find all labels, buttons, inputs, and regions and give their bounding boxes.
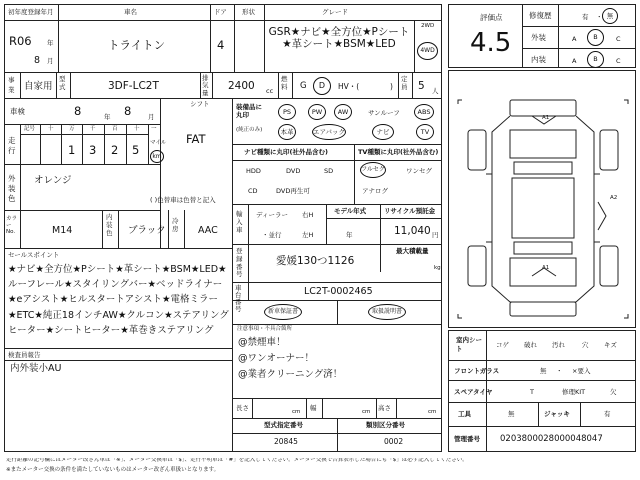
import-parallel: ・並行 — [262, 231, 282, 239]
mileage-digit: 5 — [132, 143, 140, 157]
mileage-digit: 3 — [89, 143, 97, 157]
import-left: 左H — [302, 231, 314, 239]
mileage-digit-label-3: 千 — [90, 126, 96, 132]
mileage-label: 走行 — [8, 136, 16, 155]
fuel-close: ) — [390, 82, 393, 91]
seat-item-burn: コゲ — [496, 341, 509, 349]
tv-fullseg: フルセグ — [360, 162, 386, 178]
type-cert-value: 20845 — [274, 437, 298, 446]
color-code-label: カラーNo. — [6, 216, 18, 236]
tools-value: 無 — [508, 410, 515, 418]
fuel-hv: HV・( — [338, 82, 360, 91]
equipment-label: 装備品に丸印 — [236, 103, 262, 119]
inspector-label: 検査員報告 — [8, 351, 41, 359]
displacement-label: 排気量 — [202, 74, 209, 97]
model-year-label: モデル年式 — [334, 207, 367, 215]
caution-line-1: @禁煙車！ — [238, 337, 286, 348]
score-label: 評価点 — [480, 13, 503, 22]
diagram-a1-top: A1 — [542, 115, 550, 121]
nav-cd: CD — [248, 187, 258, 195]
repair-label: 修復歴 — [529, 11, 552, 20]
ac-label: 冷房 — [172, 217, 179, 233]
color-label: 外装色 — [8, 174, 16, 203]
dim-length-unit: cm — [292, 409, 301, 415]
sales-point-text: ★ナビ★全方位★Pシート★革シート★BSM★LED★ルーフレール★スタイリングバー★ベッドライナー★eアシスト★ヒルスタートアシスト★電格ミラー★ETC★純正18インチAW★クルコン★ステアリングヒーター★シートヒーター★革巻きステアリング — [8, 264, 229, 336]
inspector-text: 内外装小AU — [10, 363, 62, 374]
cc-unit: cc — [266, 87, 274, 95]
new-car-guarantee: 新車保証書 — [264, 304, 302, 320]
grade-label: グレード — [322, 8, 348, 16]
reg-year-unit: 年 — [47, 39, 54, 47]
max-load-label: 最大積載量 — [396, 247, 429, 255]
int-grade-a: A — [572, 57, 577, 65]
inspection-month-unit: 月 — [148, 113, 155, 121]
equip-navi: ナビ — [372, 124, 394, 140]
ext-grade-a: A — [572, 35, 577, 43]
mileage-digit-label-0: 記号 — [24, 126, 36, 132]
diagram-a1-bottom: A1 — [542, 265, 550, 271]
ext-grade-c: C — [616, 35, 621, 43]
damage-marks — [452, 96, 634, 322]
tools-label: 工具 — [458, 410, 471, 418]
color-note: ( )色替車は色替と記入 — [150, 196, 216, 204]
interior-color: ブラック — [128, 225, 166, 236]
row2-mark-1: 事 — [8, 76, 15, 84]
spare-t: T — [530, 388, 534, 396]
equip-airbag: エアバック — [312, 124, 346, 140]
mileage-digit: 1 — [68, 143, 76, 157]
private-use: 自家用 — [24, 81, 53, 92]
recycle-yen: 円 — [432, 231, 439, 239]
chassis-label: 車台番号 — [235, 284, 242, 314]
dim-width-label: 幅 — [310, 404, 317, 412]
import-label: 輸入車 — [236, 210, 243, 235]
spare-label: スペアタイヤ — [454, 388, 493, 396]
equip-abs: ABS — [414, 104, 434, 120]
caution-line-3: @業者クリーニング済！ — [238, 369, 343, 380]
registration-value: 愛媛130つ1126 — [276, 255, 355, 267]
equip-ps: PS — [278, 104, 296, 120]
repair-yes: 有 — [582, 13, 589, 21]
fuel-label: 燃料 — [281, 75, 288, 91]
drive-4wd: 4WD — [417, 42, 438, 60]
max-load-unit: kg — [434, 265, 441, 271]
spare-repair-kit: 修理KIT — [562, 388, 586, 396]
class-label: 類別区分番号 — [366, 421, 405, 429]
tv-oneseg: ワンセグ — [406, 167, 432, 175]
dim-height-unit: cm — [428, 409, 437, 415]
doors-label: ドア — [214, 8, 227, 16]
model-year-unit: 年 — [346, 231, 353, 239]
seat-label: 室内シート — [456, 336, 482, 354]
mileage-digit-label-6: 一 — [151, 126, 157, 132]
nav-dvd-play: DVD再生可 — [276, 187, 310, 195]
nav-type-title: ナビ種類に丸印(社外品含む) — [244, 148, 328, 156]
int-label: 内装 — [531, 55, 546, 64]
dim-length-label: 長さ — [236, 404, 249, 412]
tv-type-title: TV種類に丸印(社外品含む) — [358, 148, 439, 156]
windshield-label: フロントガラス — [454, 367, 500, 375]
caution-line-2: @ワンオーナー！ — [238, 353, 315, 364]
seat-item-scratch: キズ — [604, 341, 617, 349]
type-label: 型式 — [59, 75, 66, 91]
capacity-label: 定員 — [401, 75, 408, 91]
import-right: 右H — [302, 211, 314, 219]
jack-label: ジャッキ — [544, 410, 570, 418]
diagram-a2: A2 — [610, 195, 618, 201]
caution-label: 注意事項・不具合箇所 — [237, 326, 293, 332]
type-cert-label: 型式指定番号 — [264, 421, 303, 429]
displacement: 2400 — [228, 80, 255, 92]
mileage-digit-label-5: 十 — [134, 126, 140, 132]
windshield-sep: ・ — [556, 367, 563, 375]
capacity-unit: 人 — [432, 87, 439, 95]
tv-analog: アナログ — [362, 187, 388, 195]
int-grade-b-selected: B — [587, 51, 604, 68]
recycle-label: リサイクル預託金 — [384, 207, 436, 215]
mileage-digit: 2 — [111, 143, 119, 157]
inspection-label: 車検 — [10, 107, 25, 116]
nav-sd: SD — [324, 167, 334, 175]
seat-item-stain: 汚れ — [552, 341, 565, 349]
mileage-unit-km: km — [150, 150, 164, 163]
seat-item-tear: 破れ — [524, 341, 537, 349]
interior-color-label: 内装色 — [106, 213, 113, 237]
mileage-digit-label-4: 百 — [112, 126, 118, 132]
equip-pw: PW — [308, 104, 326, 120]
equip-leather: 本革 — [278, 124, 296, 140]
import-dealer: ディーラー — [256, 211, 288, 219]
shape-label: 形状 — [242, 8, 255, 16]
owners-manual: 取扱説明書 — [368, 304, 406, 320]
repair-no-selected: 無 — [602, 8, 618, 24]
footer-line-2: ※またメーター交換の条件を満たしていないものはメーター改ざん車扱いとなります。 — [6, 467, 220, 473]
mileage-digit-label-1: 十 — [48, 126, 54, 132]
reg-year: R06 — [9, 34, 32, 48]
exterior-color: オレンジ — [34, 175, 72, 186]
equip-sunroof: サンルーフ — [368, 109, 400, 117]
inspection-month: 8 — [124, 104, 132, 118]
windshield-replace: ×要入 — [572, 367, 591, 375]
repair-sep: ・ — [596, 13, 603, 21]
inspection-year: 8 — [74, 104, 82, 118]
shift-label: シフト — [190, 100, 210, 108]
int-grade-c: C — [616, 57, 621, 65]
ac-value: AAC — [198, 225, 218, 236]
nav-dvd: DVD — [286, 167, 301, 175]
score-value: 4.5 — [470, 28, 512, 58]
nav-hdd: HDD — [246, 167, 261, 175]
mgmt-label: 管理番号 — [454, 435, 480, 443]
car-name: トライトン — [108, 38, 166, 52]
jack-value: 有 — [604, 410, 611, 418]
doors: 4 — [217, 38, 225, 52]
ext-label: 外装 — [531, 33, 546, 42]
recycle-value: 11,040 — [394, 225, 431, 237]
equip-aw: AW — [334, 104, 352, 120]
sales-point-label: セールスポイント — [8, 251, 60, 259]
grade: GSR★ナビ★全方位★Pシート★革シート★BSM★LED — [268, 26, 410, 51]
drive-2wd: 2WD — [421, 23, 435, 29]
class-value: 0002 — [384, 437, 404, 446]
model-code: 3DF-LC2T — [108, 80, 159, 92]
chassis-value: LC2T-0002465 — [304, 286, 373, 297]
registration-label: 登録番号 — [236, 247, 243, 279]
windshield-none: 無 — [540, 367, 547, 375]
row2-mark-2: 業 — [8, 86, 15, 94]
color-code: M14 — [52, 225, 73, 236]
dim-width-unit: cm — [362, 409, 371, 415]
shift-value: FAT — [186, 132, 206, 146]
footer-line-1: 走行距離の記号欄にはメーター改ざん車は「※」、メーター交換車は「$」、走行不明車は「#」を記入してください。メーター交換で合算表示した場合にも「$」は必ず記入してください。 — [6, 458, 468, 463]
ext-grade-b-selected: B — [587, 29, 604, 46]
equip-tv: TV — [416, 124, 434, 140]
inspection-year-unit: 年 — [104, 113, 111, 121]
car-name-label: 車名 — [124, 8, 137, 16]
mileage-unit-mile: マイル — [150, 140, 167, 146]
mileage-digit-label-2: 万 — [69, 126, 75, 132]
spare-missing: 欠 — [610, 388, 617, 396]
fuel-d-selected: D — [313, 77, 331, 95]
equipment-sub: (純正のみ) — [236, 127, 263, 133]
reg-date-label: 初年度登録年月 — [8, 8, 54, 16]
dim-height-label: 高さ — [378, 404, 391, 412]
fuel-g: G — [300, 81, 307, 91]
mgmt-value: 0203800028000048047 — [500, 434, 603, 444]
reg-month-unit: 月 — [47, 57, 54, 65]
seat-item-hole: 穴 — [582, 341, 589, 349]
capacity: 5 — [418, 80, 425, 92]
reg-month: 8 — [34, 55, 41, 66]
